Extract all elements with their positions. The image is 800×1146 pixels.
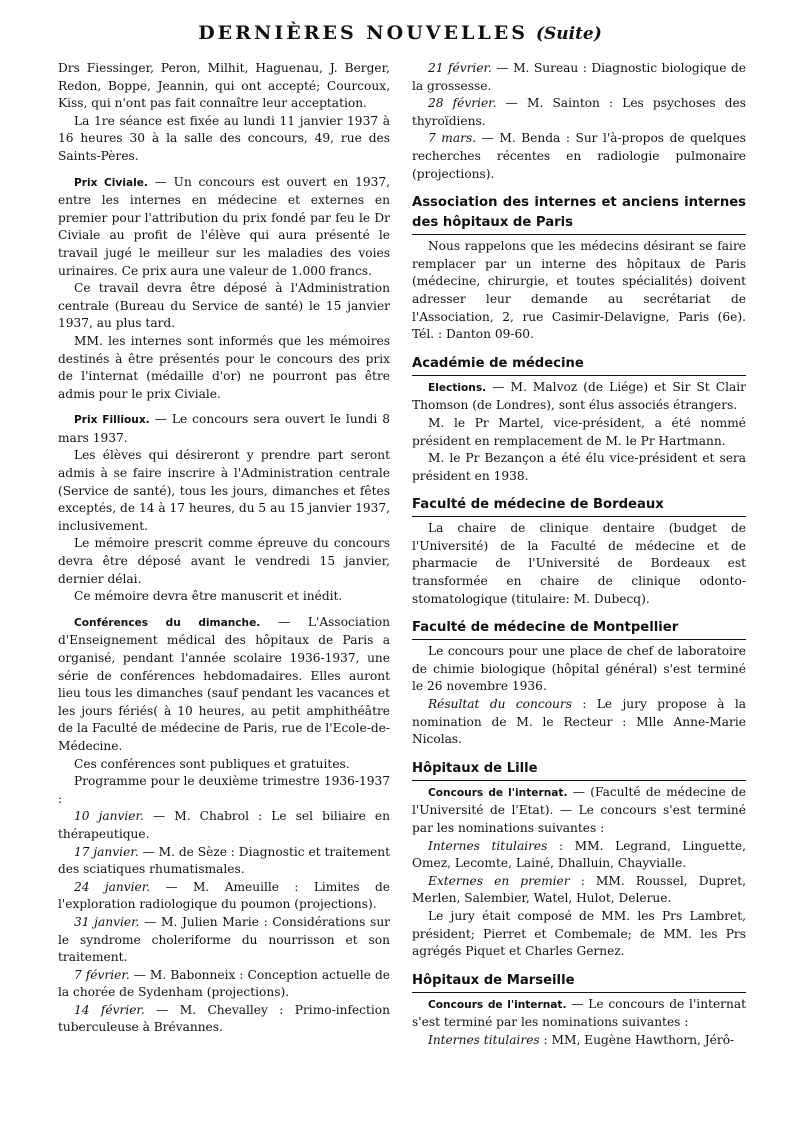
paragraph [412, 996, 746, 1032]
section-heading: Hôpitaux de Marseille [412, 971, 746, 993]
paragraph: Programme pour le deuxième trimestre 1936-1937 : [58, 774, 390, 806]
page-title [0, 22, 800, 44]
program-entry [412, 130, 746, 183]
italic-lead: Internes titulaires [428, 838, 548, 853]
paragraph: Ce mémoire devra être manuscrit et inédit. [74, 589, 343, 604]
run-in-heading: Conférences du dimanche. [74, 616, 261, 629]
text: : MM, Eugène Hawthorn, Jérô- [539, 1032, 735, 1047]
paragraph [412, 379, 746, 415]
date: 21 février. [428, 61, 492, 75]
paragraph: La chaire de clinique dentaire (budget de l'Université) de la Faculté de médecine et de pharmacie de l'Université de Bordeaux est transformée en chaire de clinique odonto-stomatologique (titulaire: M. Dubecq). [412, 521, 746, 606]
paragraph: Les élèves qui désireront y prendre part seront admis à se faire inscrire à l'Administration centrale (Service de santé), tous les jours, dimanches et fêtes exceptés, de 14 à 17 heures, du 5 au 15 janvier 1937, inclusivement. [58, 448, 390, 533]
text: — M. Babonneix : Conception actuelle de la chorée de Sydenham (projections). [58, 967, 390, 1000]
prix-fillioux-paragraph [58, 411, 390, 447]
run-in-heading: Concours de l'internat. [428, 998, 567, 1011]
text: — Un concours est ouvert en 1937, entre les internes en médecine et externes en premier pour l'attribution du prix fondé par feu le Dr Civiale au profit de l'élève qui aura présenté le travail jugé le meilleur sur les maladies des voies urinaires. Ce prix aura une valeur de 1.000 francs. [58, 174, 391, 278]
section-bordeaux [412, 495, 746, 608]
text: — L'Association d'Enseignement médical des hôpitaux de Paris a organisé, pendant l'année scolaire 1936-1937, une série de conférences hebdomadaires. Elles auront lieu tous les dimanches (sauf pendant les vacances et les jours fériés( à 10 heures, au petit amphithéâtre de la Faculté de médecine de Paris, rue de l'Ecole-de-Médecine. [58, 614, 390, 753]
date: 10 janvier. [74, 809, 144, 824]
italic-lead: Résultat du concours [428, 697, 572, 712]
text: — Le concours sera ouvert le lundi 8 mars 1937. [58, 412, 390, 445]
run-in-heading: Elections. [428, 381, 487, 394]
paragraph: Ce travail devra être déposé à l'Administration centrale (Bureau du Service de santé) le 15 janvier 1937, au plus tard. [58, 281, 390, 331]
text: — M. Ameuille : Limites de l'exploration radiologique du poumon (projections). [58, 879, 390, 912]
text: : MM. Roussel, Dupret, Merlen, Salembier, Watel, Hulot, Delerue. [412, 873, 746, 906]
text: : MM. Legrand, Linguette, Omez, Lecomte, Lainé, Dhalluin, Chayvialle. [412, 838, 747, 871]
run-in-heading: Prix Fillioux. [74, 414, 150, 427]
program-entry [412, 60, 746, 95]
section-heading: Académie de médecine [412, 354, 746, 376]
section-association [412, 193, 746, 344]
paragraph: Le concours pour une place de chef de laboratoire de chimie biologique (hôpital général) s'est terminé le 26 novembre 1936. [412, 644, 746, 694]
program-entry [58, 844, 390, 879]
program-entry [58, 808, 390, 843]
text: : Le jury propose à la nomination de M. le Recteur : Mlle Anne-Marie Nicolas. [412, 697, 746, 747]
paragraph [412, 1032, 746, 1050]
text: — (Faculté de médecine de l'Université de l'Etat). — Le concours s'est terminé par les nominations suivantes : [412, 784, 746, 835]
section-montpellier [412, 618, 746, 749]
right-column [412, 60, 746, 1050]
program-entry [412, 95, 746, 130]
left-column [58, 60, 390, 1037]
run-in-heading: Prix Civiale. [74, 176, 148, 189]
program-entry [58, 967, 390, 1002]
date: 31 janvier. [74, 914, 140, 929]
section-heading: Faculté de médecine de Montpellier [412, 618, 746, 640]
text: — M. Malvoz (de Liége) et Sir St Clair Thomson (de Londres), sont élus associés étrangers. [412, 379, 746, 413]
paragraph: Le jury était composé de MM. les Prs Lambret, président; Pierret et Combemale; de MM. les Prs agrégés Piquet et Charles Gernez. [412, 908, 746, 959]
date: 28 février. [428, 96, 497, 111]
text: — M. Julien Marie : Considérations sur le syndrome choleriforme du nourrisson et son traitement. [58, 914, 390, 965]
date: 24 janvier. [74, 879, 151, 894]
paragraph [412, 873, 746, 908]
section-lille [412, 759, 746, 961]
paragraph [412, 838, 746, 873]
paragraph: M. le Pr Bezançon a été élu vice-président et sera président en 1938. [412, 451, 746, 483]
text: — M. de Sèze : Diagnostic et traitement des sciatiques rhumatismales. [58, 844, 390, 877]
paragraph: Nous rappelons que les médecins désirant se faire remplacer par un interne des hôpitaux de Paris (médecine, chirurgie, et toutes spécialités) doivent adresser leur demande au secrétariat de l'Association, 2, rue Casimir-Delavigne, Paris (6e). Tél. : Danton 09-60. [412, 239, 746, 342]
section-heading: Faculté de médecine de Bordeaux [412, 495, 746, 517]
program-entry [58, 914, 390, 967]
paragraph: M. le Pr Martel, vice-président, a été nommé président en remplacement de M. le Pr Hartmann. [412, 415, 746, 448]
text: — M. Sainton : Les psychoses des thyroïdiens. [412, 96, 746, 128]
date: 7 mars. [428, 131, 477, 146]
prix-civiale-paragraph [58, 174, 390, 281]
text: — M. Chabrol : Le sel biliaire en thérapeutique. [58, 809, 390, 841]
text: — Le concours de l'internat s'est terminé par les nominations suivantes : [412, 996, 746, 1030]
run-in-heading: Concours de l'internat. [428, 786, 568, 799]
paragraph: Le mémoire prescrit comme épreuve du concours devra être déposé avant le vendredi 15 janvier, dernier délai. [58, 536, 390, 586]
date: 7 février. [74, 967, 130, 982]
section-heading: Association des internes et anciens internes des hôpitaux de Paris [412, 193, 746, 235]
paragraph [412, 696, 746, 749]
paragraph [412, 784, 746, 838]
section-heading: Hôpitaux de Lille [412, 759, 746, 781]
title-text: DERNIÈRES NOUVELLES [198, 22, 528, 44]
date: 14 février. [74, 1002, 145, 1017]
conferences-paragraph [58, 614, 390, 756]
paragraph: Drs Fiessinger, Peron, Milhit, Haguenau, J. Berger, Redon, Boppe, Jeannin, qui ont accepté; Courcoux, Kiss, qui n'ont pas fait connaître leur acceptation. [58, 61, 390, 111]
text: — M. Benda : Sur l'à-propos de quelques recherches récentes en radiologie pulmonaire (projections). [412, 131, 747, 181]
italic-lead: Externes en premier [428, 873, 570, 888]
text: — M. Chevalley : Primo-infection tuberculeuse à Brévannes. [58, 1002, 390, 1035]
title-suite: (Suite) [535, 24, 602, 44]
italic-lead: Internes titulaires [428, 1032, 540, 1047]
section-marseille [412, 971, 746, 1050]
paragraph: MM. les internes sont informés que les mémoires destinés à être présentés pour le concours des prix de l'internat (médaille d'or) ne pourront pas être admis pour le prix Civiale. [58, 333, 390, 401]
text: — M. Sureau : Diagnostic biologique de la grossesse. [412, 61, 746, 93]
program-entry [58, 879, 390, 914]
paragraph: Ces conférences sont publiques et gratuites. [74, 756, 350, 771]
section-academie [412, 354, 746, 486]
paragraph: La 1re séance est fixée au lundi 11 janvier 1937 à 16 heures 30 à la salle des concours, 49, rue des Saints-Pères. [58, 113, 390, 163]
program-entry [58, 1002, 390, 1037]
date: 17 janvier. [74, 844, 139, 859]
